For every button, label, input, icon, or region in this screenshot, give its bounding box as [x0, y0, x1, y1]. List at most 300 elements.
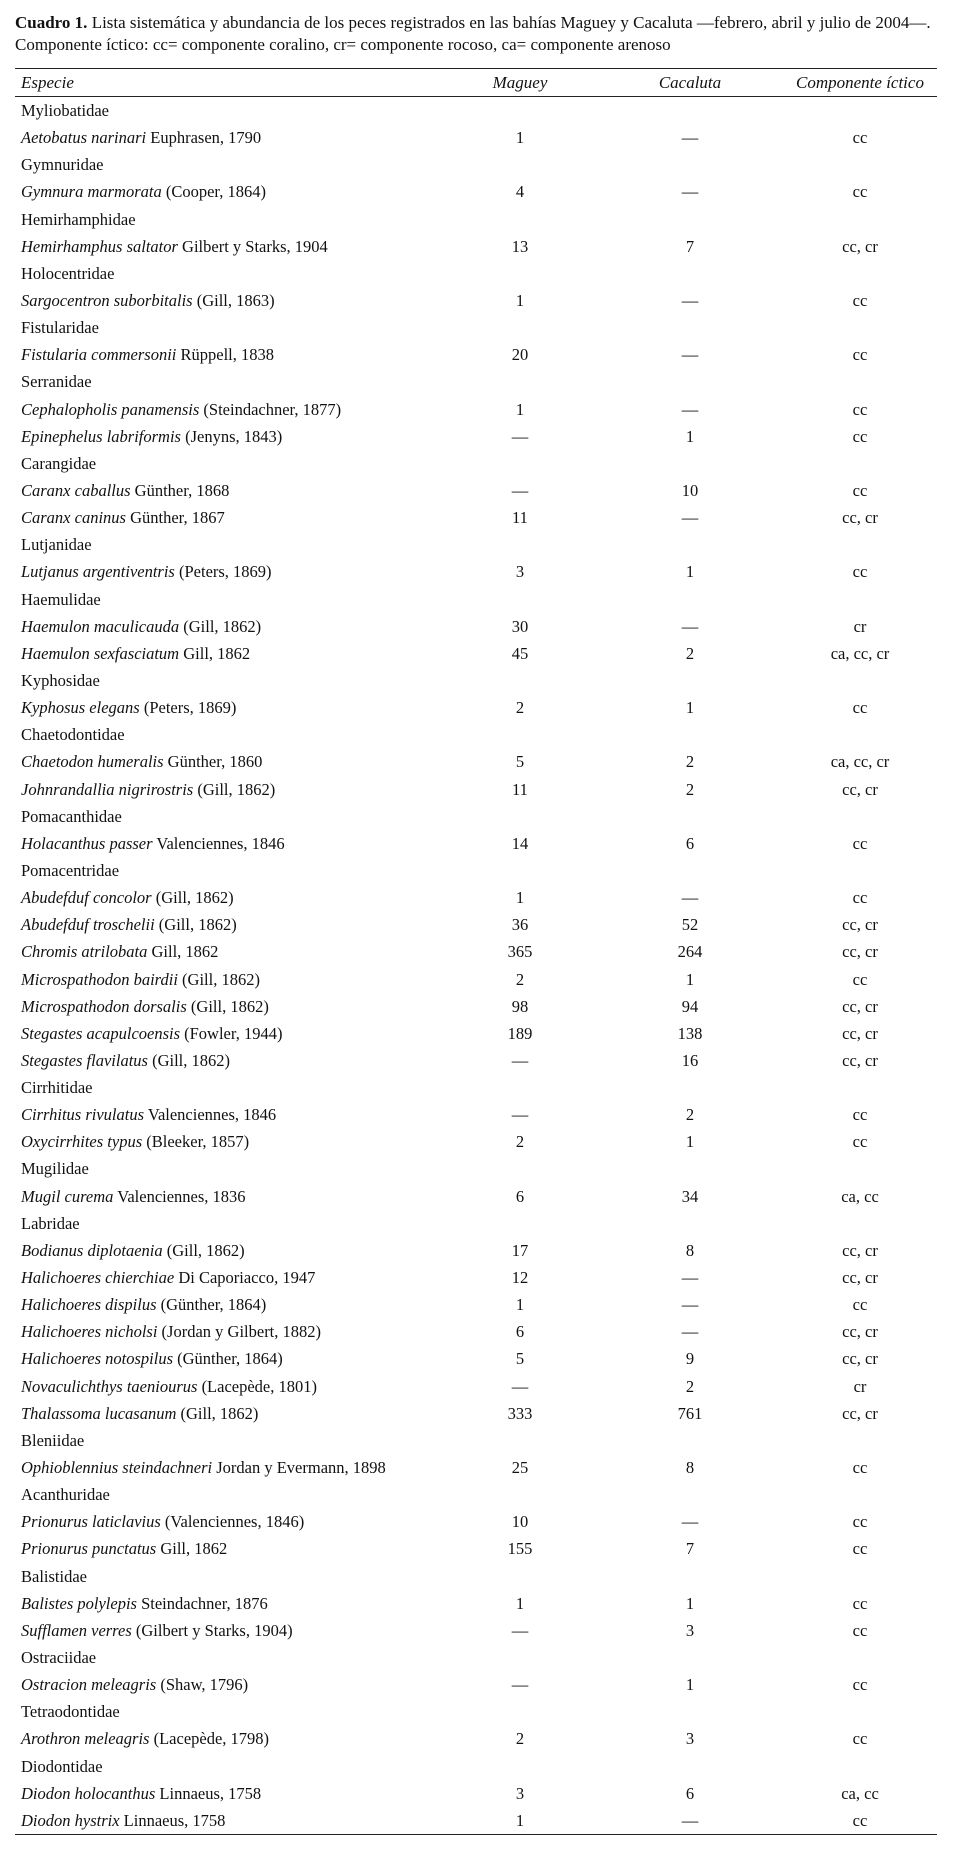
scientific-name: Halichoeres chierchiae — [21, 1268, 175, 1288]
scientific-name: Halichoeres nicholsi — [21, 1322, 158, 1342]
species-row — [15, 1101, 937, 1128]
family-name: Hemirhamphidae — [21, 209, 136, 229]
scientific-name: Fistularia commersonii — [21, 345, 177, 365]
cacaluta-count: — — [681, 290, 699, 310]
maguey-count: 1 — [515, 1295, 525, 1315]
species-cell — [21, 1784, 261, 1804]
species-authority: (Gill, 1863) — [192, 290, 275, 310]
scientific-name: Ostracion meleagris — [21, 1675, 157, 1695]
maguey-count: 2 — [515, 698, 525, 718]
species-row — [15, 1725, 937, 1752]
species-cell — [21, 291, 275, 311]
species-cell — [21, 644, 250, 664]
species-authority: (Günther, 1864) — [173, 1349, 283, 1369]
scientific-name: Cephalopholis panamensis — [21, 399, 200, 419]
species-cell — [21, 1024, 282, 1044]
maguey-count: 11 — [512, 508, 528, 528]
maguey-count: 4 — [515, 182, 525, 202]
species-authority: (Cooper, 1864) — [161, 182, 266, 202]
header-maguey: Maguey — [492, 73, 548, 92]
cacaluta-count: — — [681, 1268, 699, 1288]
maguey-count: 189 — [507, 1023, 533, 1043]
componente-ictico: cc — [852, 1620, 868, 1640]
family-row — [15, 151, 937, 178]
species-authority: (Jenyns, 1843) — [180, 426, 283, 446]
maguey-count: 1 — [515, 1593, 525, 1613]
scientific-name: Arothron meleagris — [21, 1729, 150, 1749]
cacaluta-count: 10 — [681, 480, 699, 500]
cacaluta-count: — — [681, 1322, 699, 1342]
cacaluta-count: 6 — [685, 833, 695, 853]
scientific-name: Kyphosus elegans — [21, 698, 140, 718]
species-authority: Gilbert y Starks, 1904 — [177, 236, 328, 256]
species-cell — [21, 1187, 246, 1207]
cacaluta-count: 6 — [685, 1783, 695, 1803]
species-cell — [21, 888, 234, 908]
maguey-count: — — [511, 1620, 529, 1640]
componente-ictico: cc, cr — [842, 779, 878, 799]
cacaluta-count: 3 — [685, 1729, 695, 1749]
cacaluta-count: 3 — [685, 1620, 695, 1640]
species-authority: (Gill, 1862) — [176, 1403, 259, 1423]
species-cell — [21, 698, 236, 718]
cacaluta-count: 9 — [685, 1349, 695, 1369]
species-authority: (Peters, 1869) — [139, 698, 237, 718]
scientific-name: Sargocentron suborbitalis — [21, 290, 193, 310]
maguey-count: 12 — [511, 1268, 529, 1288]
maguey-count: 3 — [515, 562, 525, 582]
species-authority: Gill, 1862 — [147, 942, 219, 962]
family-name: Labridae — [21, 1213, 80, 1233]
cacaluta-count: 94 — [681, 996, 699, 1016]
species-authority: (Gill, 1862) — [151, 888, 234, 908]
species-cell — [21, 1621, 293, 1641]
componente-ictico: ca, cc, cr — [830, 643, 890, 663]
componente-ictico: cc — [852, 182, 868, 202]
species-cell — [21, 1512, 304, 1532]
cacaluta-count: 2 — [685, 752, 695, 772]
species-authority: Gill, 1862 — [156, 1539, 228, 1559]
family-name: Chaetodontidae — [21, 725, 125, 745]
family-name: Gymnuridae — [21, 155, 104, 175]
family-row — [15, 1074, 937, 1101]
scientific-name: Cirrhitus rivulatus — [21, 1105, 145, 1125]
maguey-count: 1 — [515, 399, 525, 419]
scientific-name: Epinephelus labriformis — [21, 426, 181, 446]
componente-ictico: cc — [852, 345, 868, 365]
maguey-count: 10 — [511, 1512, 529, 1532]
scientific-name: Halichoeres dispilus — [21, 1295, 157, 1315]
species-cell — [21, 345, 274, 365]
family-name: Myliobatidae — [21, 101, 109, 120]
species-row — [15, 966, 937, 993]
species-row — [15, 396, 937, 423]
species-row — [15, 1807, 937, 1834]
cacaluta-count: — — [681, 1512, 699, 1532]
species-cell — [21, 562, 272, 582]
maguey-count: 1 — [515, 1810, 525, 1830]
species-cell — [21, 1105, 276, 1125]
cacaluta-count: — — [681, 1295, 699, 1315]
species-row — [15, 830, 937, 857]
species-cell — [21, 617, 261, 637]
family-name: Haemulidae — [21, 589, 101, 609]
caption-line-2: Componente íctico: cc= componente coralino, cr= componente rocoso, ca= componente arenoso — [15, 35, 671, 54]
scientific-name: Lutjanus argentiventris — [21, 562, 175, 582]
scientific-name: Chaetodon humeralis — [21, 752, 164, 772]
family-row — [15, 1644, 937, 1671]
family-name: Cirrhitidae — [21, 1078, 93, 1098]
maguey-count: 98 — [511, 996, 529, 1016]
scientific-name: Caranx caninus — [21, 508, 126, 528]
species-cell — [21, 1295, 266, 1315]
componente-ictico: cc, cr — [842, 1349, 878, 1369]
family-name: Tetraodontidae — [21, 1702, 120, 1722]
species-cell — [21, 1349, 283, 1369]
maguey-count: 2 — [515, 969, 525, 989]
scientific-name: Gymnura marmorata — [21, 182, 162, 202]
maguey-count: — — [511, 426, 529, 446]
maguey-count: — — [511, 1050, 529, 1070]
family-name: Fistularidae — [21, 318, 99, 338]
componente-ictico: cc — [852, 480, 868, 500]
componente-ictico: cc — [852, 1539, 868, 1559]
species-cell — [21, 1594, 268, 1614]
componente-ictico: ca, cc — [841, 1186, 879, 1206]
maguey-count: 11 — [512, 779, 528, 799]
species-row — [15, 1373, 937, 1400]
header-componente: Componente íctico — [796, 73, 924, 92]
species-row — [15, 558, 937, 585]
family-row — [15, 260, 937, 287]
scientific-name: Chromis atrilobata — [21, 942, 148, 962]
species-authority: (Lacepède, 1801) — [197, 1376, 317, 1396]
species-authority: Günther, 1868 — [130, 480, 230, 500]
species-row — [15, 1345, 937, 1372]
scientific-name: Abudefduf concolor — [21, 888, 152, 908]
table-header — [15, 69, 937, 97]
species-cell — [21, 237, 328, 257]
cacaluta-count: 138 — [677, 1023, 703, 1043]
scientific-name: Bodianus diplotaenia — [21, 1240, 163, 1260]
species-cell — [21, 1132, 249, 1152]
species-authority: (Gill, 1862) — [162, 1240, 245, 1260]
species-row — [15, 1128, 937, 1155]
species-row — [15, 1264, 937, 1291]
species-row — [15, 1780, 937, 1807]
family-row — [15, 803, 937, 830]
componente-ictico: cc, cr — [842, 1322, 878, 1342]
species-cell — [21, 1051, 230, 1071]
scientific-name: Prionurus laticlavius — [21, 1512, 161, 1532]
species-cell — [21, 1811, 225, 1831]
species-row — [15, 1291, 937, 1318]
scientific-name: Halichoeres notospilus — [21, 1349, 174, 1369]
componente-ictico: cc — [852, 1105, 868, 1125]
scientific-name: Aetobatus narinari — [21, 128, 147, 148]
family-row — [15, 1753, 937, 1780]
maguey-count: 36 — [511, 915, 529, 935]
species-row — [15, 1400, 937, 1427]
cacaluta-count: — — [681, 182, 699, 202]
species-authority: Valenciennes, 1846 — [144, 1105, 277, 1125]
species-authority: (Gill, 1862) — [147, 1050, 230, 1070]
species-authority: Linnaeus, 1758 — [155, 1783, 262, 1803]
species-authority: Di Caporiacco, 1947 — [174, 1268, 316, 1288]
scientific-name: Diodon holocanthus — [21, 1783, 156, 1803]
species-row — [15, 748, 937, 775]
species-authority: (Gill, 1862) — [193, 779, 276, 799]
species-cell — [21, 1322, 321, 1342]
maguey-count: 5 — [515, 752, 525, 772]
family-name: Pomacanthidae — [21, 806, 122, 826]
family-row — [15, 857, 937, 884]
caption-title: Lista sistemática y abundancia de los peces registrados en las bahías Maguey y Cacaluta —febrero, abril y julio de 2004—. — [87, 13, 931, 32]
scientific-name: Thalassoma lucasanum — [21, 1403, 177, 1423]
scientific-name: Mugil curema — [21, 1186, 114, 1206]
maguey-count: — — [511, 1675, 529, 1695]
species-authority: (Gill, 1862) — [177, 969, 260, 989]
scientific-name: Haemulon sexfasciatum — [21, 643, 180, 663]
species-authority: (Fowler, 1944) — [180, 1023, 283, 1043]
componente-ictico: cc — [852, 1675, 868, 1695]
scientific-name: Johnrandallia nigrirostris — [21, 779, 194, 799]
maguey-count: — — [511, 480, 529, 500]
family-row — [15, 450, 937, 477]
cacaluta-count: 264 — [677, 942, 703, 962]
species-row — [15, 504, 937, 531]
species-cell — [21, 915, 237, 935]
scientific-name: Microspathodon bairdii — [21, 969, 178, 989]
maguey-count: 17 — [511, 1240, 529, 1260]
componente-ictico: cc, cr — [842, 1050, 878, 1070]
componente-ictico: cc, cr — [842, 1403, 878, 1423]
maguey-count: 155 — [507, 1539, 533, 1559]
cacaluta-count: 1 — [685, 1132, 695, 1152]
componente-ictico: cc — [852, 888, 868, 908]
family-row — [15, 1155, 937, 1182]
scientific-name: Microspathodon dorsalis — [21, 996, 187, 1016]
species-cell — [21, 780, 275, 800]
scientific-name: Holacanthus passer — [21, 833, 153, 853]
species-cell — [21, 1729, 269, 1749]
family-name: Serranidae — [21, 372, 92, 392]
maguey-count: 365 — [507, 942, 533, 962]
species-row — [15, 233, 937, 260]
maguey-count: 45 — [511, 643, 529, 663]
family-name: Carangidae — [21, 453, 97, 473]
cacaluta-count: 52 — [681, 915, 699, 935]
table-caption — [15, 12, 945, 56]
species-row — [15, 1237, 937, 1264]
family-row — [15, 531, 937, 558]
species-authority: (Valenciennes, 1846) — [160, 1512, 305, 1532]
species-cell — [21, 1241, 245, 1261]
componente-ictico: cc — [852, 1729, 868, 1749]
componente-ictico: cc, cr — [842, 1268, 878, 1288]
species-authority: Valenciennes, 1836 — [113, 1186, 246, 1206]
species-authority: (Gill, 1862) — [179, 616, 262, 636]
cacaluta-count: 16 — [681, 1050, 699, 1070]
caption-label: Cuadro 1. — [15, 13, 88, 32]
family-name: Lutjanidae — [21, 535, 92, 555]
family-row — [15, 1427, 937, 1454]
maguey-count: 1 — [515, 128, 525, 148]
species-cell — [21, 1675, 248, 1695]
species-cell — [21, 1377, 317, 1397]
species-authority: (Lacepède, 1798) — [149, 1729, 270, 1749]
maguey-count: 1 — [515, 888, 525, 908]
species-authority: Rüppell, 1838 — [176, 345, 274, 365]
species-cell — [21, 400, 341, 420]
cacaluta-count: 7 — [685, 1539, 695, 1559]
family-row — [15, 586, 937, 613]
species-authority: (Peters, 1869) — [174, 562, 272, 582]
species-row — [15, 938, 937, 965]
scientific-name: Stegastes flavilatus — [21, 1050, 148, 1070]
species-row — [15, 1020, 937, 1047]
componente-ictico: cc — [852, 562, 868, 582]
cacaluta-count: 1 — [685, 426, 695, 446]
cacaluta-count: 2 — [685, 1105, 695, 1125]
componente-ictico: cc, cr — [842, 508, 878, 528]
family-name: Kyphosidae — [21, 670, 100, 690]
species-row — [15, 178, 937, 205]
family-row — [15, 97, 937, 124]
cacaluta-count: 8 — [685, 1458, 695, 1478]
species-authority: (Bleeker, 1857) — [142, 1132, 250, 1152]
cacaluta-count: 1 — [685, 969, 695, 989]
maguey-count: 6 — [515, 1322, 525, 1342]
cacaluta-count: — — [681, 128, 699, 148]
family-name: Balistidae — [21, 1566, 87, 1586]
cacaluta-count: 2 — [685, 779, 695, 799]
species-authority: (Gill, 1862) — [154, 915, 237, 935]
cacaluta-count: 1 — [685, 1593, 695, 1613]
table-body — [15, 97, 937, 1834]
maguey-count: 3 — [515, 1783, 525, 1803]
cacaluta-count: — — [681, 345, 699, 365]
species-row — [15, 640, 937, 667]
componente-ictico: cc — [852, 290, 868, 310]
maguey-count: — — [511, 1376, 529, 1396]
species-authority: Linnaeus, 1758 — [119, 1810, 226, 1830]
componente-ictico: cc — [852, 969, 868, 989]
componente-ictico: cc — [852, 1132, 868, 1152]
maguey-count: 14 — [511, 833, 529, 853]
species-authority: (Gill, 1862) — [186, 996, 269, 1016]
species-cell — [21, 997, 269, 1017]
species-authority: Euphrasen, 1790 — [146, 128, 262, 148]
species-row — [15, 1590, 937, 1617]
family-row — [15, 1481, 937, 1508]
species-row — [15, 884, 937, 911]
species-cell — [21, 128, 261, 148]
scientific-name: Abudefduf troschelii — [21, 915, 155, 935]
species-authority: (Günther, 1864) — [156, 1295, 267, 1315]
scientific-name: Haemulon maculicauda — [21, 616, 180, 636]
cacaluta-count: 8 — [685, 1240, 695, 1260]
scientific-name: Balistes polylepis — [21, 1593, 137, 1613]
species-row — [15, 1617, 937, 1644]
componente-ictico: cc — [852, 1512, 868, 1532]
family-row — [15, 206, 937, 233]
componente-ictico: ca, cc — [841, 1783, 879, 1803]
species-table — [15, 68, 937, 1835]
scientific-name: Ophioblennius steindachneri — [21, 1458, 213, 1478]
maguey-count: — — [511, 1105, 529, 1125]
species-row — [15, 1454, 937, 1481]
componente-ictico: cc — [852, 1810, 868, 1830]
scientific-name: Stegastes acapulcoensis — [21, 1023, 181, 1043]
componente-ictico: cc, cr — [842, 996, 878, 1016]
caption-line-1 — [15, 12, 945, 34]
componente-ictico: cc, cr — [842, 915, 878, 935]
species-row — [15, 776, 937, 803]
componente-ictico: cc, cr — [842, 236, 878, 256]
scientific-name: Oxycirrhites typus — [21, 1132, 143, 1152]
family-name: Bleniidae — [21, 1430, 85, 1450]
species-cell — [21, 970, 260, 990]
componente-ictico: cc — [852, 698, 868, 718]
scientific-name: Novaculichthys taeniourus — [21, 1376, 198, 1396]
family-row — [15, 1563, 937, 1590]
componente-ictico: cc — [852, 128, 868, 148]
species-authority: Gill, 1862 — [179, 643, 251, 663]
componente-ictico: cc — [852, 1593, 868, 1613]
maguey-count: 6 — [515, 1186, 525, 1206]
componente-ictico: cc — [852, 1295, 868, 1315]
species-cell — [21, 182, 266, 202]
cacaluta-count: — — [681, 888, 699, 908]
family-row — [15, 1698, 937, 1725]
species-cell — [21, 1458, 386, 1478]
species-authority: Jordan y Evermann, 1898 — [212, 1458, 386, 1478]
species-cell — [21, 834, 285, 854]
cacaluta-count: 1 — [685, 562, 695, 582]
species-authority: Steindachner, 1876 — [136, 1593, 268, 1613]
family-name: Acanthuridae — [21, 1485, 110, 1505]
cacaluta-count: — — [681, 508, 699, 528]
scientific-name: Sufflamen verres — [21, 1620, 132, 1640]
species-cell — [21, 752, 262, 772]
species-authority: Günther, 1867 — [125, 508, 225, 528]
maguey-count: 1 — [515, 290, 525, 310]
species-row — [15, 1318, 937, 1345]
family-row — [15, 314, 937, 341]
scientific-name: Hemirhamphus saltator — [21, 236, 178, 256]
cacaluta-count: — — [681, 1810, 699, 1830]
scientific-name: Diodon hystrix — [21, 1810, 120, 1830]
componente-ictico: cc, cr — [842, 1240, 878, 1260]
cacaluta-count: — — [681, 616, 699, 636]
componente-ictico: cc — [852, 1458, 868, 1478]
maguey-count: 2 — [515, 1132, 525, 1152]
componente-ictico: cc, cr — [842, 942, 878, 962]
species-authority: (Jordan y Gilbert, 1882) — [157, 1322, 322, 1342]
species-authority: (Shaw, 1796) — [156, 1675, 249, 1695]
family-name: Ostraciidae — [21, 1648, 97, 1668]
species-authority: (Gilbert y Starks, 1904) — [131, 1620, 293, 1640]
family-name: Pomacentridae — [21, 860, 120, 880]
species-cell — [21, 1539, 227, 1559]
componente-ictico: cr — [853, 616, 867, 636]
family-row — [15, 1210, 937, 1237]
maguey-count: 25 — [511, 1458, 529, 1478]
header-cacaluta: Cacaluta — [658, 73, 722, 92]
species-row — [15, 287, 937, 314]
componente-ictico: cc, cr — [842, 1023, 878, 1043]
